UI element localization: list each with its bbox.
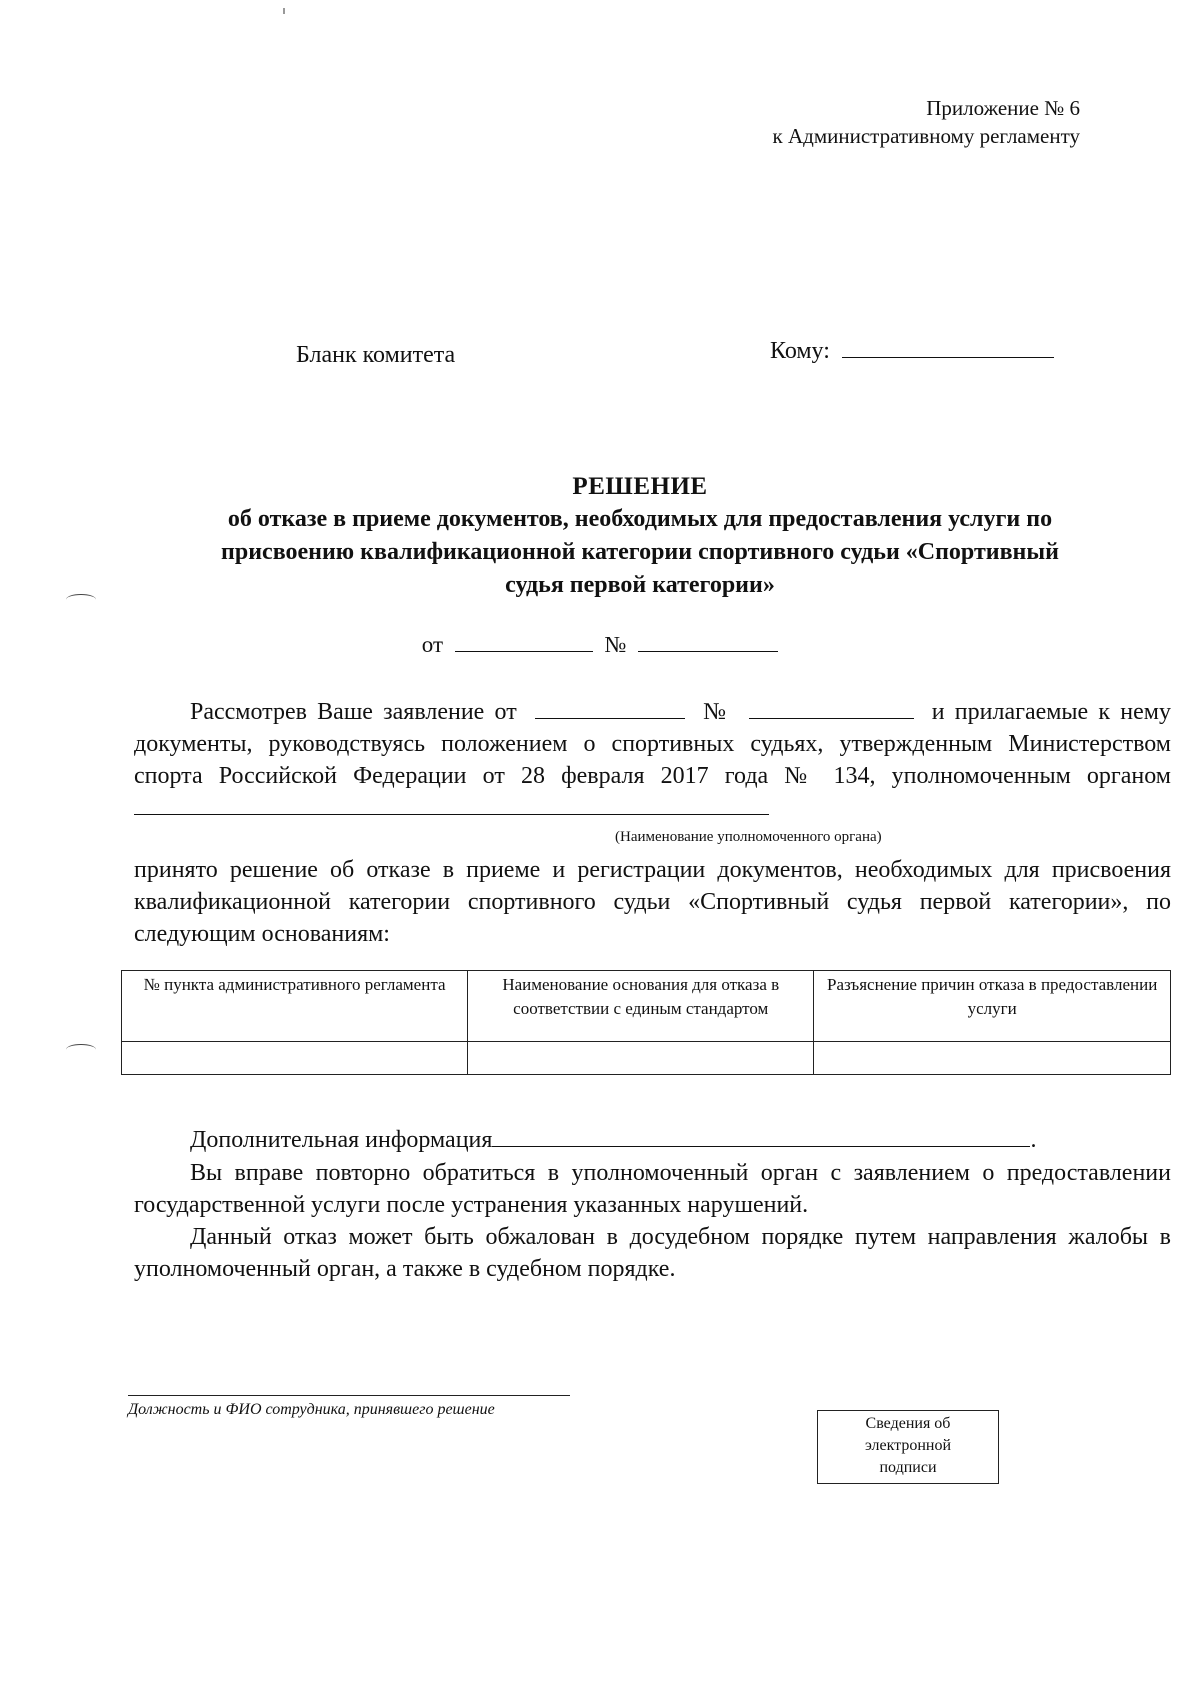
additional-info-label: Дополнительная информация (190, 1127, 493, 1153)
esig-line-3: подписи (879, 1459, 937, 1476)
additional-info-blank-line (492, 1145, 1030, 1147)
table-row (122, 1042, 1171, 1075)
table-cell (122, 1042, 468, 1075)
p1-text-rest: и прилагаемые к нему документы, руководствуясь положением о спортивных судьях, утвержденным Министерством спорта Российской Федерации от 28 февраля 2017 года № 134, уполномоченным органом (134, 699, 1171, 789)
recipient-field (770, 338, 1054, 365)
title-line-1: об отказе в приеме документов, необходимых для предоставления услуги по (227, 506, 1053, 532)
esig-line-2: электронной (864, 1437, 952, 1454)
decision-date-number (0, 632, 1200, 658)
additional-info (134, 1124, 1171, 1156)
recipient-label: Кому: (770, 338, 830, 364)
title-line-2: присвоению квалификационной категории спортивного судьи «Спортивный (221, 539, 1059, 565)
table-cell (814, 1042, 1171, 1075)
esig-line-1: Сведения об (865, 1415, 951, 1432)
paragraph-appeal: Данный отказ может быть обжалован в досудебном порядке путем направления жалобы в уполномоченный орган, а также в судебном порядке. (134, 1224, 1171, 1282)
date-from-label: от (421, 632, 444, 657)
authority-caption: (Наименование уполномоченного органа) (615, 829, 882, 845)
additional-info-end: . (1030, 1127, 1037, 1153)
table-cell (468, 1042, 814, 1075)
col-header-reason: Наименование основания для отказа в соответствии с единым стандартом (468, 971, 814, 1042)
col-header-clause: № пункта административного регламента (122, 971, 468, 1042)
scan-mark (66, 594, 96, 605)
electronic-signature-box (817, 1410, 999, 1484)
p1-text-start: Рассмотрев Ваше заявление от (190, 699, 517, 725)
paragraph-application (134, 696, 1171, 824)
application-number-blank (749, 717, 914, 719)
table-header-row (122, 971, 1171, 1042)
appendix-line-2: к Административному регламенту (772, 124, 1080, 148)
title-line-3: судья первой категории» (505, 572, 775, 598)
scan-speck (283, 8, 285, 14)
col-header-explanation: Разъяснение причин отказа в предоставлении услуги (814, 971, 1171, 1042)
paragraph-decision: принято решение об отказе в приеме и регистрации документов, необходимых для присвоения квалификационной категории спортивного судьи «Спортивный судья первой категории», по следующим основаниям: (134, 857, 1171, 947)
recipient-blank-line (842, 356, 1054, 358)
paragraph-repeat-appeal: Вы вправе повторно обратиться в уполномоченный орган с заявлением о предоставлении государственной услуги после устранения указанных нарушений. (134, 1160, 1171, 1218)
number-label: № (604, 632, 627, 657)
date-blank-line (455, 650, 593, 652)
p1-number-label: № (703, 699, 731, 725)
signature-line (128, 1395, 570, 1396)
refusal-reasons-table (121, 970, 1171, 1075)
committee-blank-label: Бланк комитета (296, 342, 456, 368)
appendix-line-1: Приложение № 6 (926, 96, 1080, 120)
application-date-blank (535, 717, 685, 719)
document-title (150, 470, 1130, 602)
scan-mark (66, 1044, 96, 1055)
signature-caption: Должность и ФИО сотрудника, принявшего решение (128, 1401, 495, 1418)
authority-blank-line (134, 813, 769, 815)
appendix-header (773, 94, 1080, 150)
number-blank-line (638, 650, 778, 652)
title-main: РЕШЕНИЕ (572, 473, 708, 500)
